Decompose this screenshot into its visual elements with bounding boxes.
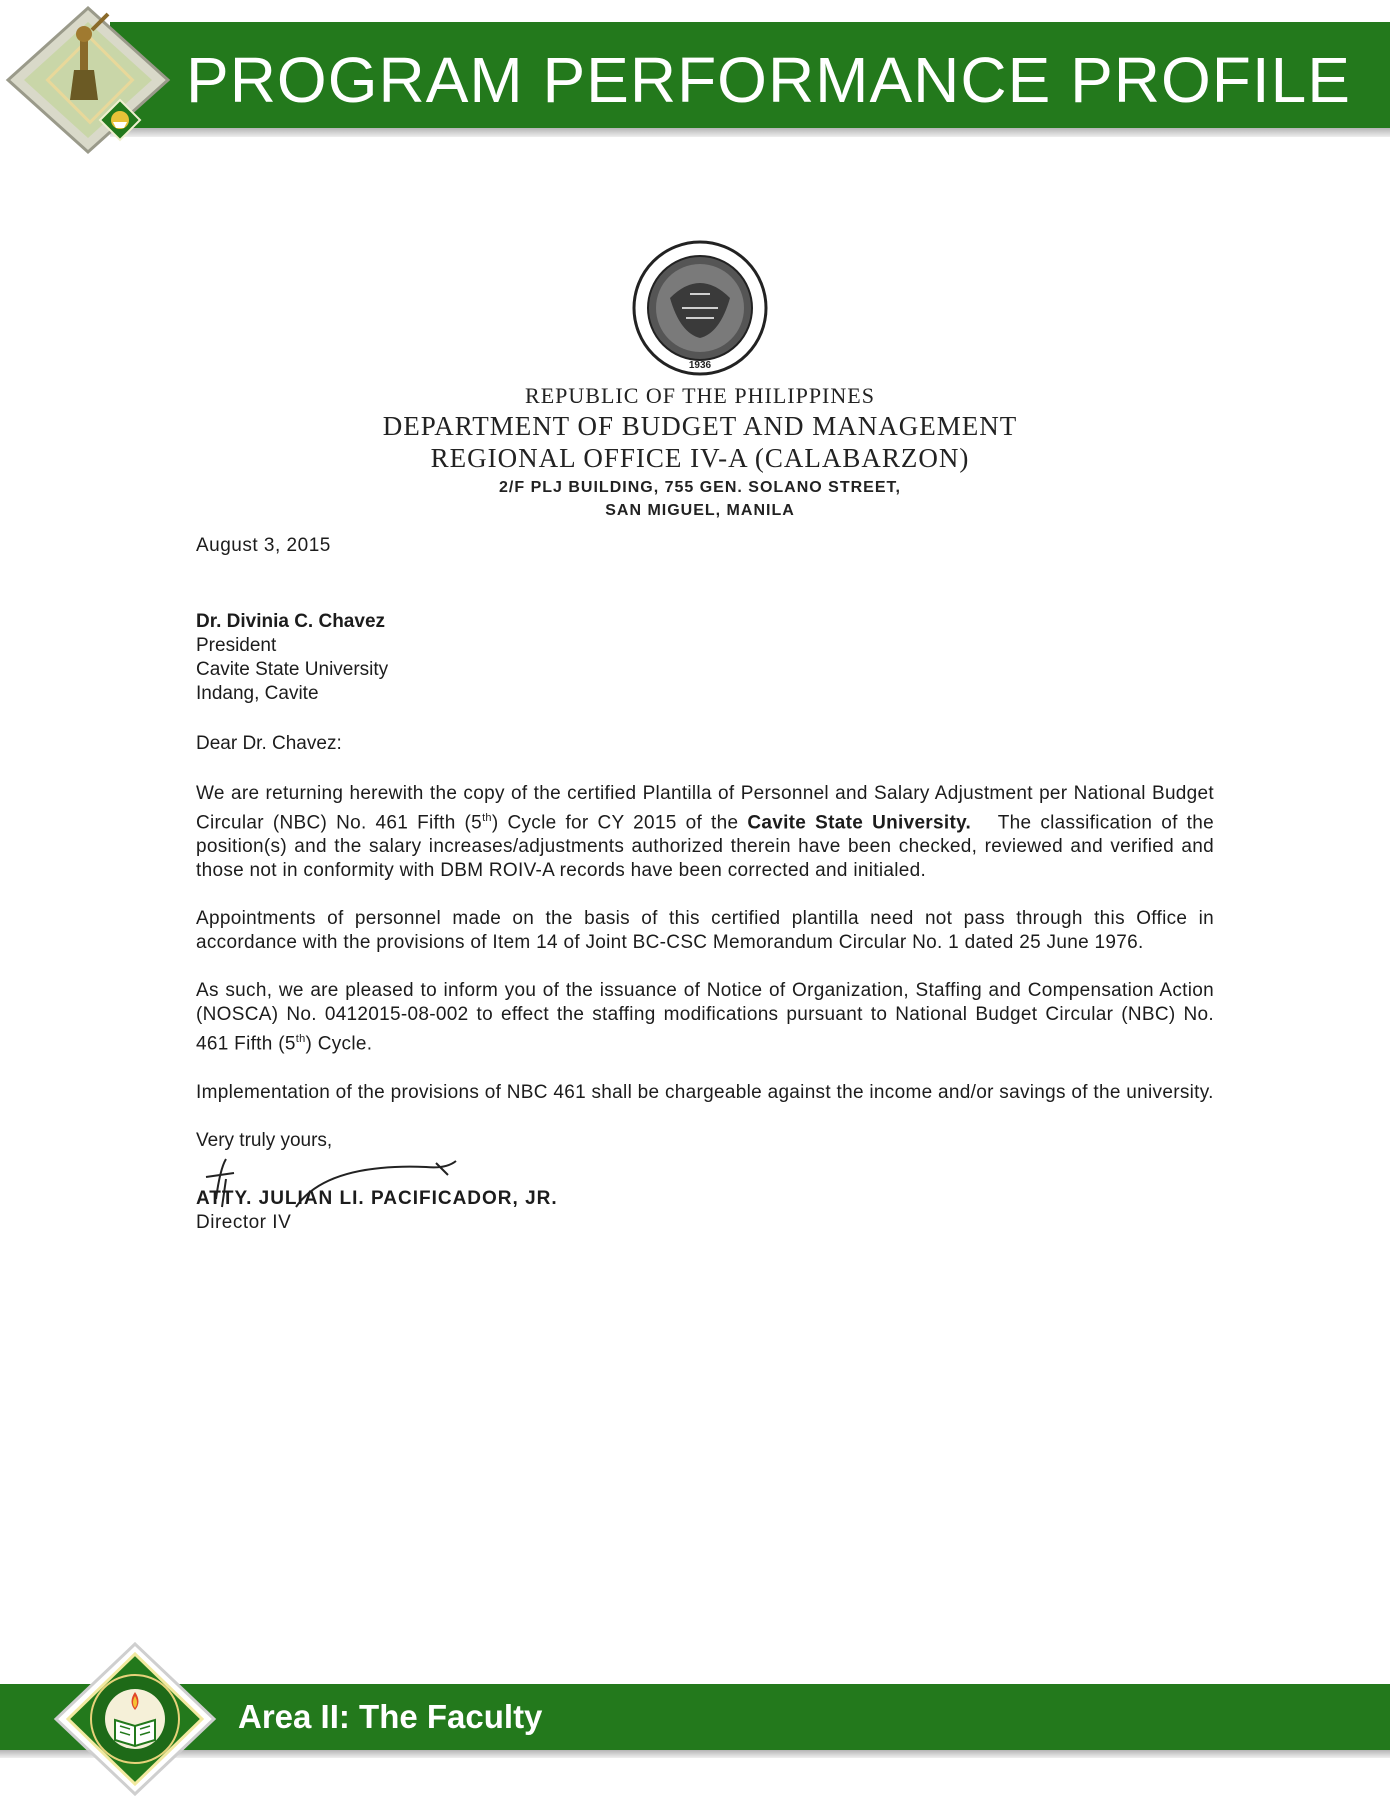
address-line-1: 2/F PLJ BUILDING, 755 GEN. SOLANO STREET, xyxy=(499,479,901,496)
letterhead xyxy=(340,382,1060,522)
university-monument-logo xyxy=(0,0,180,165)
closing: Very truly yours, xyxy=(196,1129,333,1151)
addressee-location: Indang, Cavite xyxy=(196,683,319,704)
paragraph-4: Implementation of the provisions of NBC 461 shall be chargeable against the income and/or savings of the university. xyxy=(196,1081,1214,1103)
header-banner-shadow xyxy=(110,128,1390,137)
department-line: DEPARTMENT OF BUDGET AND MANAGEMENT xyxy=(382,411,1018,441)
signature-block xyxy=(196,1187,1214,1235)
p1-text-c: The classification of the position(s) and the salary increases/adjustments authorized therein have been checked, reviewed and verified and those not in conformity with DBM ROIV-A records have been corrected and initialed. xyxy=(196,812,1214,882)
paragraph-3 xyxy=(196,979,1214,1056)
signatory-title: Director IV xyxy=(196,1211,292,1233)
p1-text-a: We are returning herewith the copy of the certified Plantilla of Personnel and Salary Adjustment per National Budget Circular (NBC) No. 461 Fifth (5 xyxy=(196,783,1214,834)
dbm-seal xyxy=(620,238,780,378)
paragraph-2: Appointments of personnel made on the basis of this certified plantilla need not pass through this Office in accordance with the provisions of Item 14 of Joint BC-CSC Memorandum Circular No. 1 dated 25 June 1976. xyxy=(196,908,1214,954)
inside-address xyxy=(196,610,1214,706)
p3-text-a: As such, we are pleased to inform you of the issuance of Notice of Organization, Staffing and Compensation Action (NOSCA) No. 0412015-08-002 to effect the staffing modifications pursuant to National Budget Circular (NBC) No. 461 Fifth (5 xyxy=(196,980,1214,1055)
regional-office-line: REGIONAL OFFICE IV-A (CALABARZON) xyxy=(430,443,970,473)
republic-line: REPUBLIC OF THE PHILIPPINES xyxy=(525,383,875,408)
university-seal-logo xyxy=(50,1640,220,1798)
salutation: Dear Dr. Chavez: xyxy=(196,733,342,754)
signatory-name: ATTY. JULIAN LI. PACIFICADOR, JR. xyxy=(196,1187,558,1209)
address-line-2: SAN MIGUEL, MANILA xyxy=(605,502,795,519)
page-title: PROGRAM PERFORMANCE PROFILE xyxy=(186,44,1351,116)
svg-text:1936: 1936 xyxy=(688,360,712,371)
addressee-institution: Cavite State University xyxy=(196,659,389,680)
addressee-name: Dr. Divinia C. Chavez xyxy=(196,611,386,632)
p1-university-name: Cavite State University. xyxy=(747,812,972,834)
letter-body xyxy=(196,534,1214,1235)
footer-title: Area II: The Faculty xyxy=(238,1698,543,1735)
p3-text-b: ) Cycle. xyxy=(305,1033,373,1055)
letter-date: August 3, 2015 xyxy=(196,535,331,556)
p1-superscript: th xyxy=(482,812,492,824)
p1-text-b: ) Cycle for CY 2015 of the xyxy=(491,812,739,834)
addressee-position: President xyxy=(196,635,277,656)
p3-superscript: th xyxy=(295,1033,306,1046)
paragraph-1 xyxy=(196,782,1214,883)
